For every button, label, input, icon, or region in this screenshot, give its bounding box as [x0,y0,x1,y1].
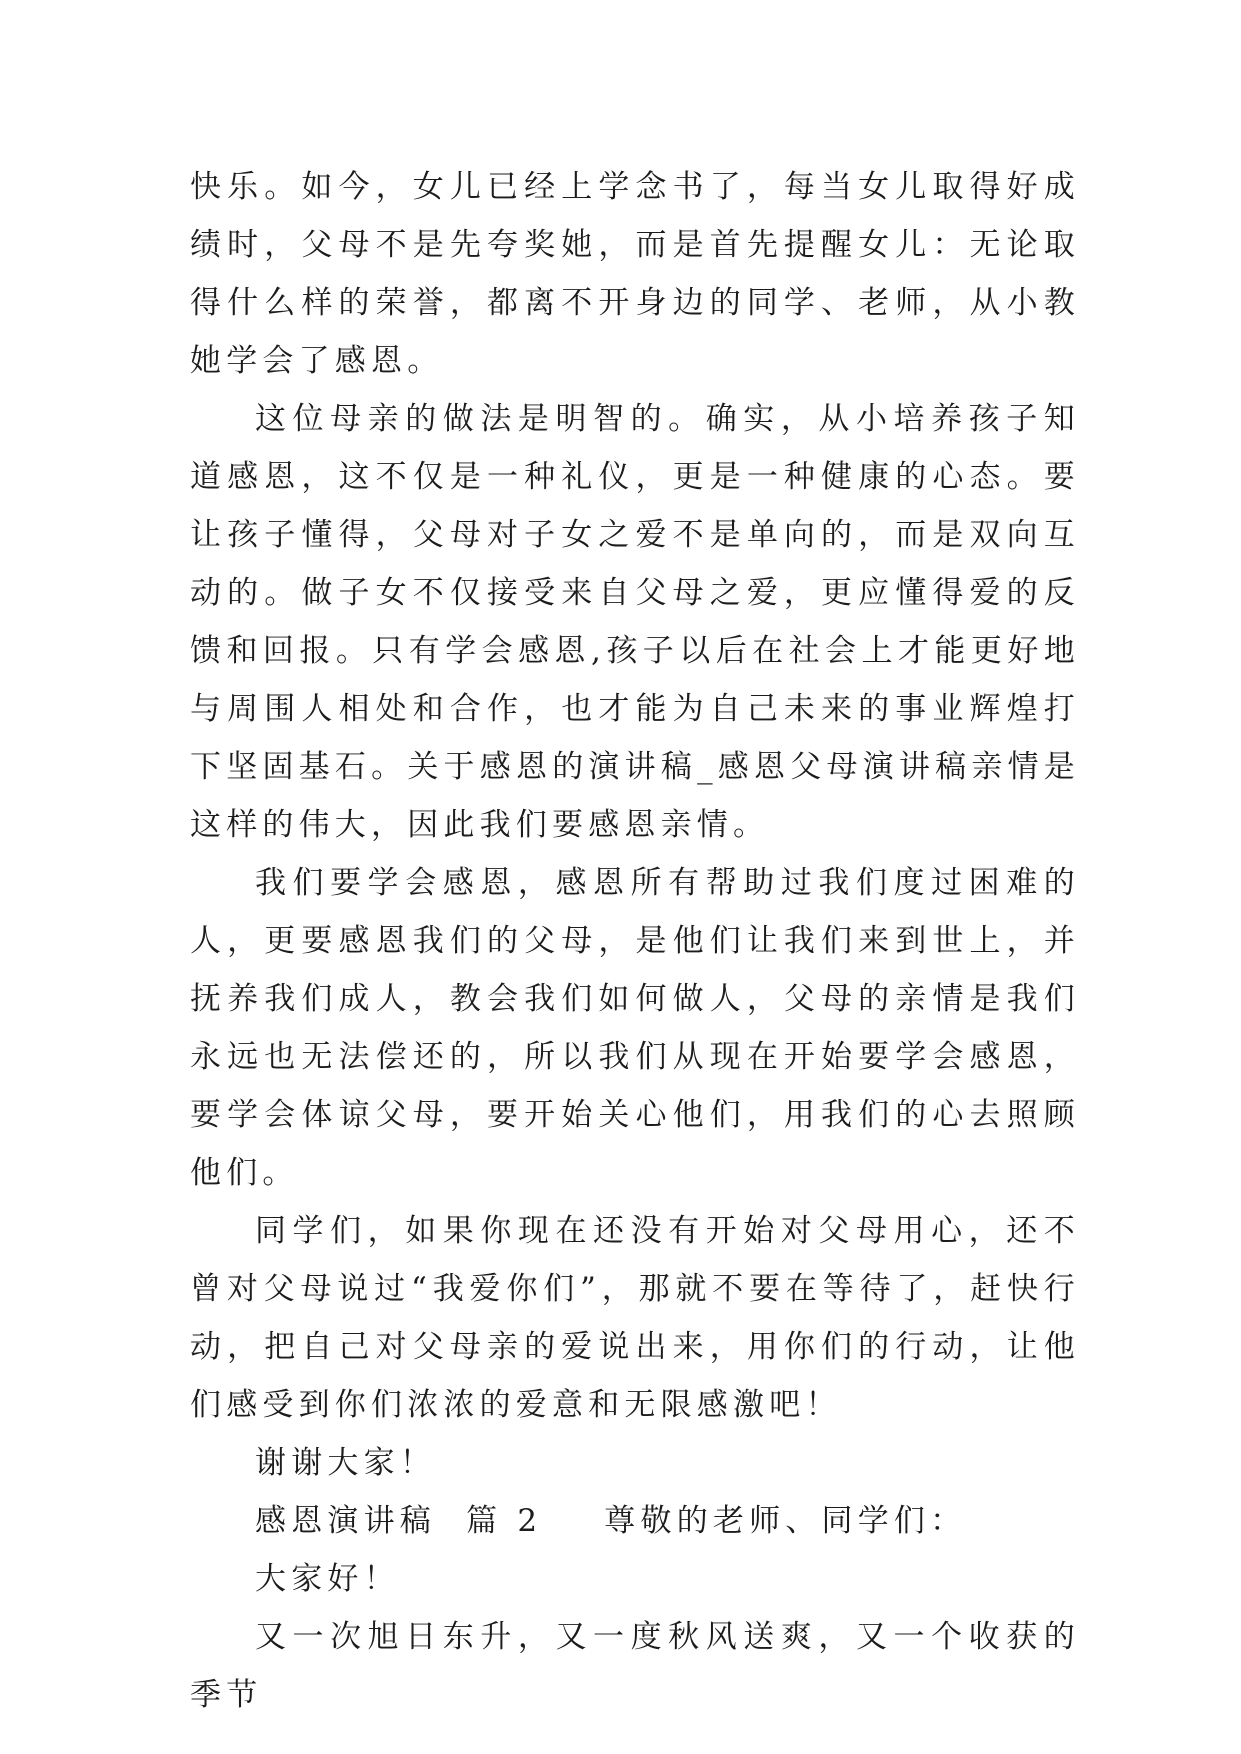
paragraph-learn-gratitude: 我们要学会感恩，感恩所有帮助过我们度过困难的人，更要感恩我们的父母，是他们让我们来到世上，并抚养我们成人，教会我们如何做人，父母的亲情是我们永远也无法偿还的，所以我们从现在开始要学会感恩，要学会体谅父母，要开始关心他们，用我们的心去照顾他们。 [190,865,1080,1191]
section-heading [190,1492,1080,1550]
document-body [190,158,1080,1724]
paragraph-thanks: 谢谢大家！ [255,1445,436,1481]
section-salutation: 尊敬的老师、同学们： [604,1503,967,1539]
paragraph-continuation: 快乐。如今，女儿已经上学念书了，每当女儿取得好成绩时，父母不是先夸奖她，而是首先提醒女儿：无论取得什么样的荣誉，都离不开身边的同学、老师，从小教她学会了感恩。 [190,169,1080,379]
paragraph-mother-wisdom: 这位母亲的做法是明智的。确实，从小培养孩子知道感恩，这不仅是一种礼仪，更是一种健康的心态。要让孩子懂得，父母对子女之爱不是单向的，而是双向互动的。做子女不仅接受来自父母之爱，更应懂得爱的反馈和回报。只有学会感恩,孩子以后在社会上才能更好地与周围人相处和合作，也才能为自己未来的事业辉煌打下坚固基石。关于感恩的演讲稿_感恩父母演讲稿亲情是这样的伟大，因此我们要感恩亲情。 [190,401,1080,843]
greeting: 大家好！ [255,1561,400,1597]
paragraph-call-to-action: 同学们，如果你现在还没有开始对父母用心，还不曾对父母说过“我爱你们”，那就不要在等待了，赶快行动，把自己对父母亲的爱说出来，用你们的行动，让他们感受到你们浓浓的爱意和无限感激吧！ [190,1213,1080,1423]
section-heading-title: 感恩演讲稿 [255,1503,436,1539]
section-heading-number: 篇 2 [466,1503,543,1539]
paragraph-autumn-opening: 又一次旭日东升，又一度秋风送爽，又一个收获的季节 [190,1619,1080,1713]
